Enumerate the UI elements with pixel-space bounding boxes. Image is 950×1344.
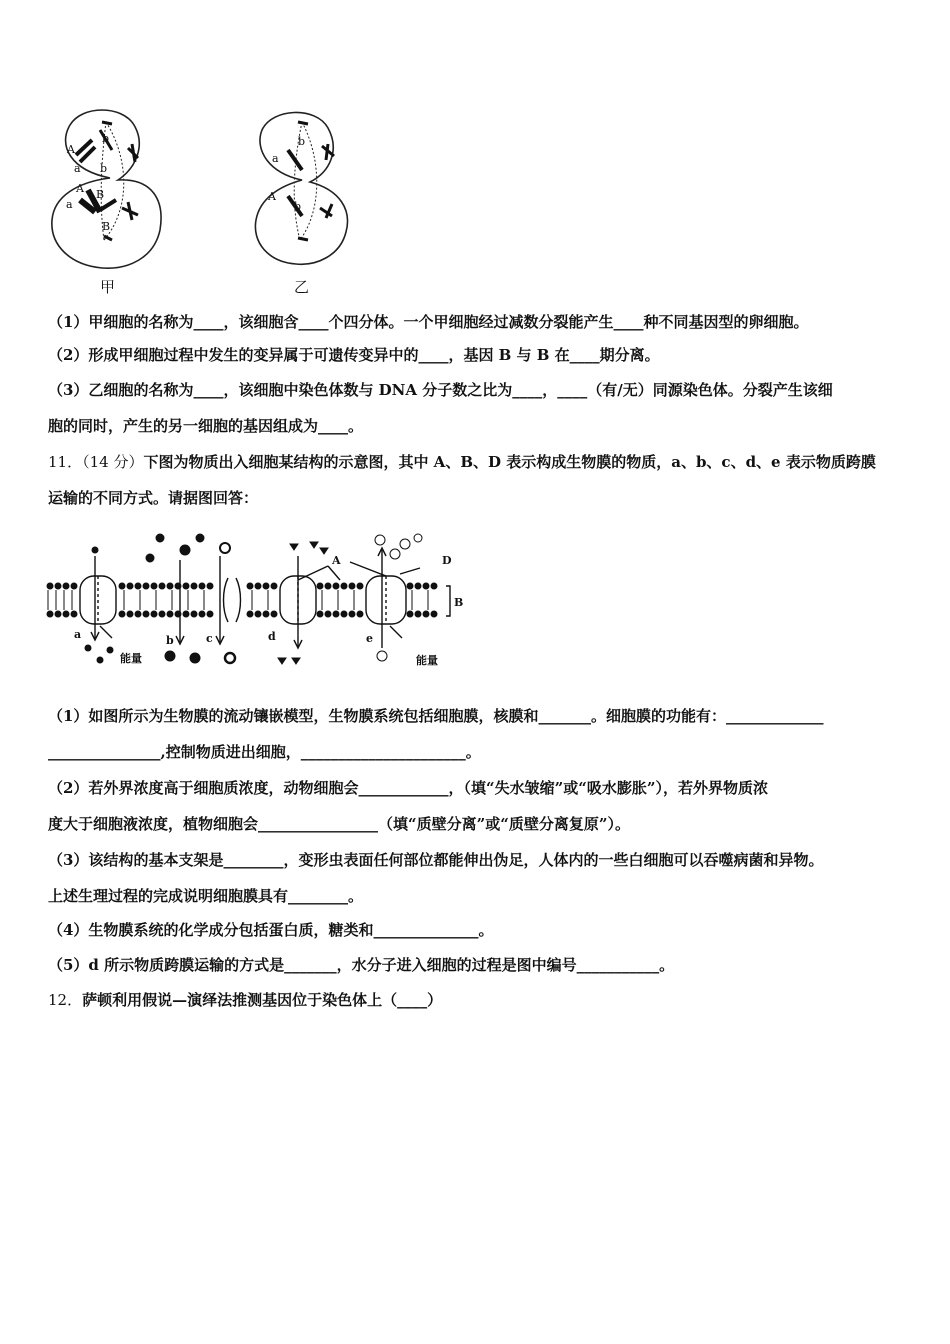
q11-part4: （4）生物膜系统的化学成分包括蛋白质，糖类和______________。 (48, 921, 494, 939)
label-b-yi1: b (298, 135, 306, 148)
q10-part1: （1）甲细胞的名称为____，该细胞含____个四分体。一个甲细胞经过减数分裂能产生____种不同基因型的卵细胞。 (48, 313, 809, 331)
q10-part2: （2）形成甲细胞过程中发生的变异属于可遗传变异中的____，基因 B 与 B 在____期分离。 (48, 346, 660, 364)
label-A: A (332, 554, 341, 567)
q11-part3-line2: 上述生理过程的完成说明细胞膜具有________。 (48, 887, 364, 905)
q11-number: 11．（14 分） (48, 453, 144, 471)
label-B-mid2: B (102, 220, 111, 233)
label-a-top: a (74, 162, 81, 175)
q12-number: 12． (48, 991, 83, 1009)
label-B: B (454, 596, 464, 609)
q12-text: 萨顿利用假说—演绎法推测基因位于染色体上（____） (82, 991, 443, 1009)
q11-part2-line2: 度大于细胞液浓度，植物细胞会________________（填“质壁分离”或“质壁分离复原”）。 (48, 815, 631, 833)
caption-yi: 乙 (294, 278, 310, 296)
label-energy1: 能量 (120, 652, 142, 665)
label-b-top2: b (100, 162, 108, 175)
membrane-transport-figure (40, 530, 480, 675)
q10-part3-line1: （3）乙细胞的名称为____，该细胞中染色体数与 DNA 分子数之比为____，____（有/无）同源染色体。分裂产生该细 (48, 381, 833, 399)
label-A-top: A (67, 143, 75, 156)
q11-stem-text: 下图为物质出入细胞某结构的示意图，其中 A、B、D 表示构成生物膜的物质，a、b、c、d、e 表示物质跨膜 (143, 453, 876, 471)
q11-part2-line1: （2）若外界浓度高于细胞质浓度，动物细胞会____________，（填“失水皱缩”或“吸水膨胀”），若外界物质浓 (48, 779, 768, 797)
caption-jia: 甲 (100, 278, 116, 296)
label-a-mid: a (66, 198, 73, 211)
label-c: c (206, 632, 213, 645)
label-a-yi: a (272, 152, 279, 165)
label-A-yi: A (268, 190, 276, 203)
q10-part3-line2: 胞的同时，产生的另一细胞的基因组成为____。 (48, 417, 364, 435)
label-d: d (268, 630, 276, 643)
label-b: b (166, 634, 174, 647)
label-b-yi2: b (294, 200, 302, 213)
q11-stem-line1 (48, 452, 876, 472)
label-a: a (74, 628, 82, 641)
q11-part5: （5）d 所示物质跨膜运输的方式是_______，水分子进入细胞的过程是图中编号___________。 (48, 956, 675, 974)
q11-stem-line2: 运输的不同方式。请据图回答： (48, 489, 259, 507)
label-B-mid1: B (96, 188, 105, 201)
q11-part3-line1: （3）该结构的基本支架是________，变形虫表面任何部位都能伸出伪足，人体内的一些白细胞可以吞噬病菌和异物。 (48, 851, 824, 869)
q11-part1-line2: _______________,控制物质进出细胞，______________________。 (48, 743, 481, 761)
label-A-mid: A (76, 182, 84, 195)
cell-division-figure (40, 100, 370, 300)
q12-line (48, 990, 442, 1010)
label-b-top1: b (102, 132, 110, 145)
label-D: D (442, 554, 452, 567)
q11-part1-line1: （1）如图所示为生物膜的流动镶嵌模型，生物膜系统包括细胞膜，核膜和_______。细胞膜的功能有：_____________ (48, 707, 824, 725)
label-energy2: 能量 (416, 654, 438, 667)
label-e: e (366, 632, 373, 645)
